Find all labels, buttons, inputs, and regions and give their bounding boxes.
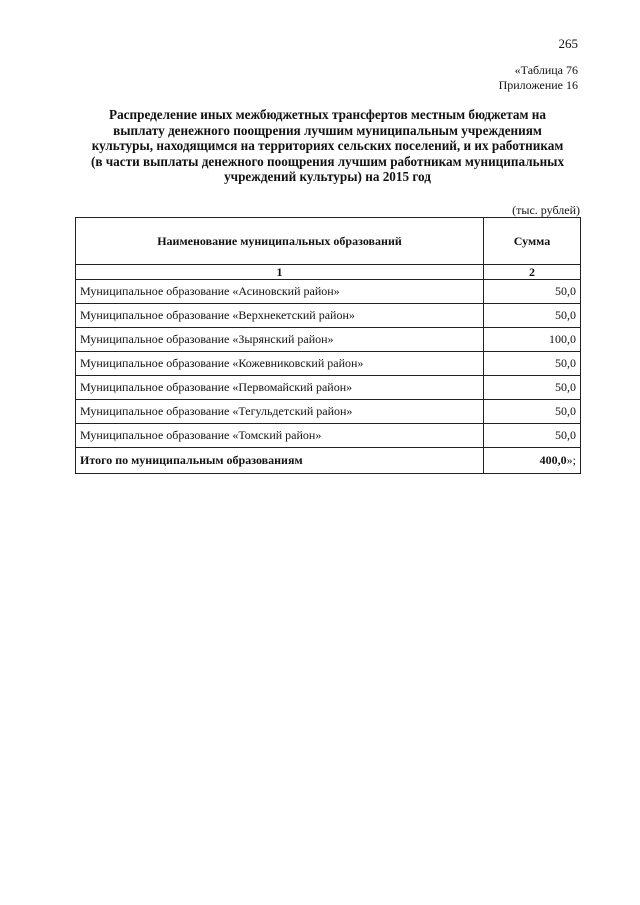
header-name: Наименование муниципальных образований	[76, 218, 484, 265]
total-amount: 400,0	[539, 453, 567, 467]
table-reference: «Таблица 76	[514, 63, 578, 77]
row-amount: 50,0	[484, 304, 581, 328]
table-row	[76, 328, 581, 352]
closing-quote: »;	[566, 453, 576, 467]
title-line: учреждений культуры) на 2015 год	[224, 169, 431, 184]
header-sum: Сумма	[484, 218, 581, 265]
appendix-reference: Приложение 16	[498, 78, 578, 92]
total-label: Итого по муниципальным образованиям	[76, 448, 484, 474]
row-amount: 50,0	[484, 400, 581, 424]
row-name: Муниципальное образование «Томский район»	[76, 424, 484, 448]
row-amount: 100,0	[484, 328, 581, 352]
table-row	[76, 352, 581, 376]
document-title	[70, 107, 585, 185]
row-amount: 50,0	[484, 424, 581, 448]
row-name: Муниципальное образование «Тегульдетский район»	[76, 400, 484, 424]
row-name: Муниципальное образование «Первомайский район»	[76, 376, 484, 400]
title-line: выплату денежного поощрения лучшим муниципальным учреждениям	[113, 122, 542, 138]
title-line: культуры, находящимся на территориях сельских поселений, и их работникам	[91, 138, 564, 153]
column-number: 1	[76, 265, 484, 280]
row-amount: 50,0	[484, 280, 581, 304]
row-name: Муниципальное образование «Кожевниковский район»	[76, 352, 484, 376]
column-number-row	[76, 265, 581, 280]
distribution-table	[75, 217, 581, 474]
row-amount: 50,0	[484, 376, 581, 400]
total-amount-cell	[484, 448, 581, 474]
table-row	[76, 376, 581, 400]
row-name: Муниципальное образование «Верхнекетский район»	[76, 304, 484, 328]
units-note: (тыс. рублей)	[512, 203, 580, 217]
table-row	[76, 400, 581, 424]
row-name: Муниципальное образование «Зырянский район»	[76, 328, 484, 352]
table-header-row	[76, 218, 581, 265]
total-row	[76, 448, 581, 474]
column-number: 2	[484, 265, 581, 280]
page-number: 265	[558, 36, 578, 51]
row-name: Муниципальное образование «Асиновский район»	[76, 280, 484, 304]
title-line: Распределение иных межбюджетных трансфертов местным бюджетам на	[109, 107, 546, 122]
table-row	[76, 304, 581, 328]
header-references	[499, 63, 578, 93]
table-row	[76, 424, 581, 448]
row-amount: 50,0	[484, 352, 581, 376]
title-line: (в части выплаты денежного поощрения лучшим работникам муниципальных	[90, 153, 565, 169]
table-row	[76, 280, 581, 304]
